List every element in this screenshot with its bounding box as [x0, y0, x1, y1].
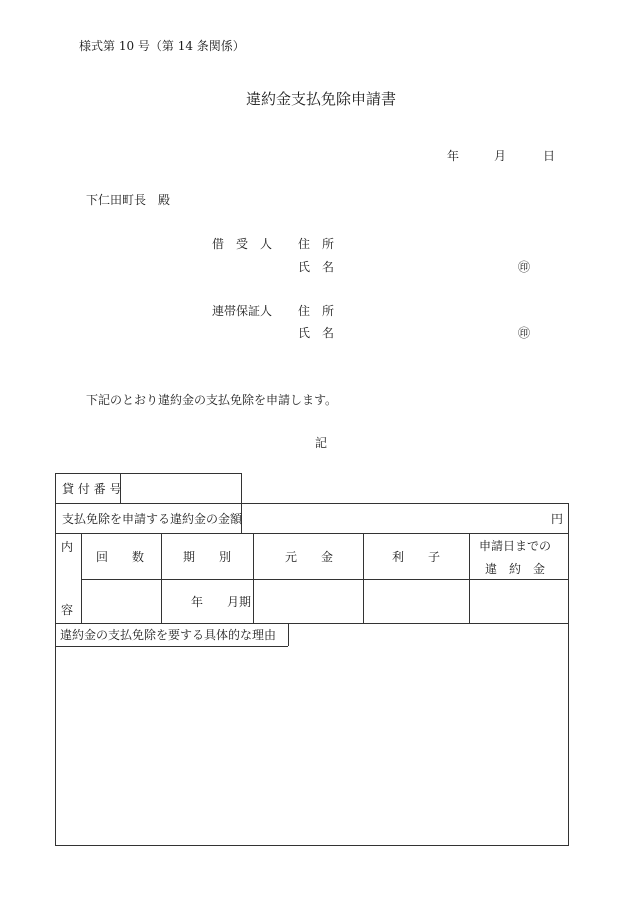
date-year-label: 年 [447, 149, 460, 163]
document-title: 違約金支払免除申請書 [246, 90, 397, 108]
addressee: 下仁田町長 殿 [86, 193, 171, 207]
contents-label-bottom: 容 [61, 603, 74, 617]
times-field[interactable] [82, 580, 160, 623]
reason-label: 違約金の支払免除を要する具体的な理由 [60, 628, 277, 642]
loan-number-field[interactable] [121, 474, 240, 503]
borrower-address-label: 住 所 [298, 237, 335, 251]
col-penalty-header-line2: 違 約 金 [485, 562, 546, 576]
penalty-field[interactable] [470, 580, 567, 623]
borrower-seal-mark: ㊞ [518, 260, 531, 274]
date-month-label: 月 [494, 149, 507, 163]
amount-label: 支払免除を申請する違約金の金額 [62, 512, 243, 526]
col-period-header: 期 別 [183, 550, 232, 564]
guarantor-seal-mark: ㊞ [518, 326, 531, 340]
guarantor-address-label: 住 所 [298, 304, 335, 318]
application-statement: 下記のとおり違約金の支払免除を申請します。 [86, 393, 338, 407]
amount-unit: 円 [551, 512, 564, 526]
contents-label-top: 内 [61, 540, 74, 554]
ki-heading: 記 [315, 436, 328, 450]
principal-field[interactable] [254, 580, 362, 623]
col-penalty-header-line1: 申請日までの [479, 539, 552, 553]
col-interest-header: 利 子 [392, 550, 441, 564]
form-number: 様式第 10 号（第 14 条関係） [79, 39, 245, 53]
borrower-name-label: 氏 名 [298, 260, 335, 274]
col-principal-header: 元 金 [285, 550, 334, 564]
date-day-label: 日 [543, 149, 556, 163]
guarantor-name-label: 氏 名 [298, 326, 335, 340]
col-times-header: 回 数 [96, 550, 145, 564]
reason-field[interactable] [56, 647, 568, 845]
guarantor-label: 連帯保証人 [212, 304, 273, 318]
period-value: 年 月期 [191, 595, 252, 609]
loan-number-label: 貸 付 番 号 [62, 482, 122, 496]
borrower-label: 借 受 人 [212, 237, 273, 251]
interest-field[interactable] [364, 580, 468, 623]
amount-field[interactable] [242, 504, 552, 533]
